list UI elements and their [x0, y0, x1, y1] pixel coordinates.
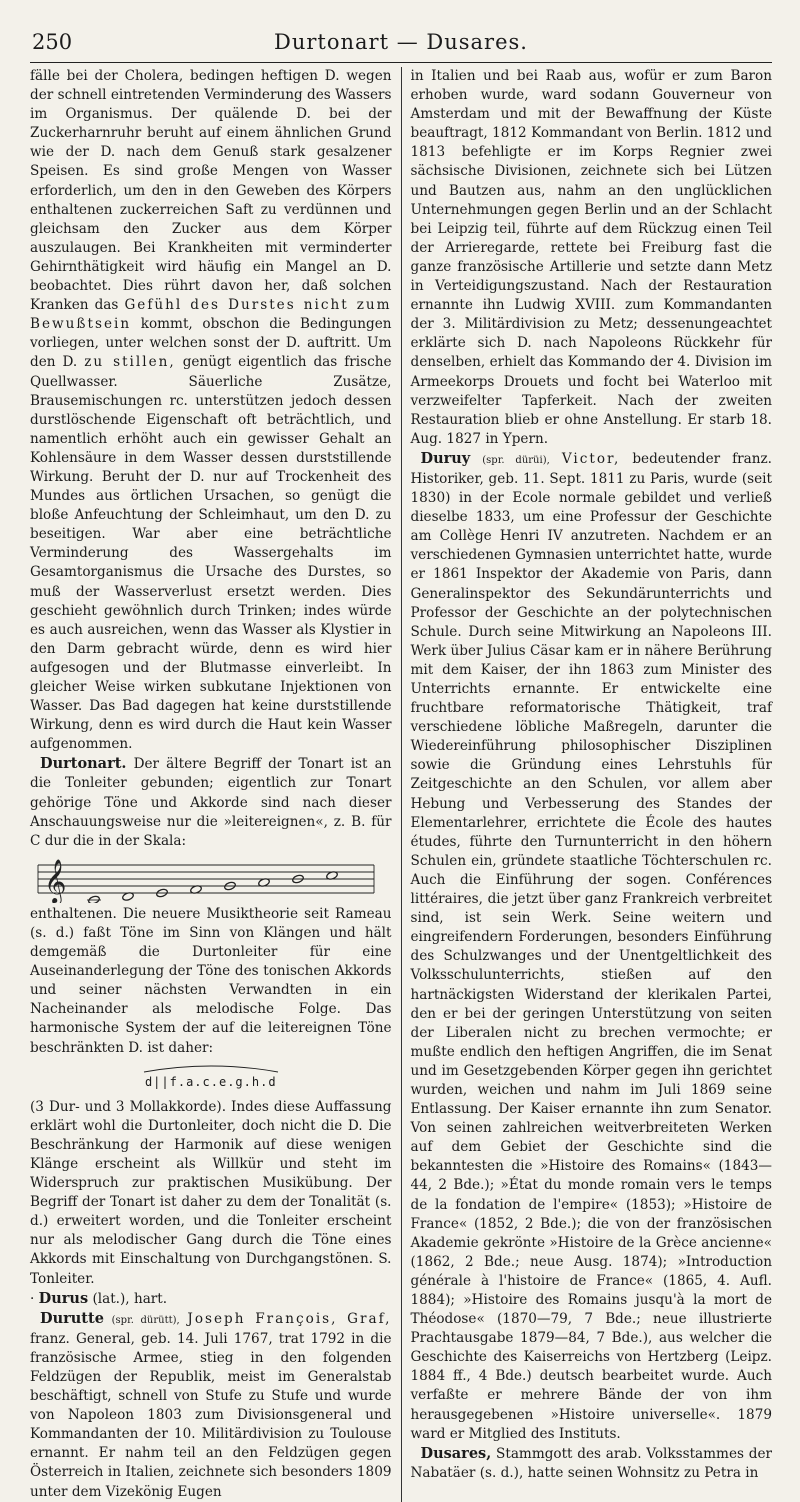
durutte-text: franz. General, geb. 14. Juli 1767, trat 1792 in die französische Armee, stieg in den folgenden Feldzügen der Republik, meist im Generalstab beschäftigt, schnell von Stufe zu Stufe und wurde von Napoleon 1803 zum Divisionsgeneral und Kommandanten der 10. Militärdivision zu Toulouse ernannt. Er nahm teil an den Feldzügen gegen Österreich in Italien, zeichnete sich besonders 1809 unter dem Vizekönig Eugen	[30, 1330, 392, 1500]
text-columns	[30, 67, 772, 1502]
entry-durutte	[30, 1309, 392, 1502]
entry-dusares	[411, 1444, 773, 1483]
duruy-pronunciation: (spr. dürüi),	[482, 454, 550, 466]
headword-durutte: Durutte	[40, 1309, 104, 1327]
durst-text-3: genügt eigentlich das frische Quellwasser. Säuerliche Zusätze, Brausemischungen rc. unterstützen jedoch dessen durstlöschende Eigenschaft oft beträchtlich, und namentlich erhöht auch ein gewisser Gehalt an Kohlensäure in dem Wasser dessen durststillende Wirkung. Beruht der D. nur auf Trockenheit des Mundes aus örtlichen Ursachen, so genügt die bloße Anfeuchtung der Schleimhaut, um den D. zu beseitigen. War aber eine beträchtliche Verminderung des Wassergehalts im Gesamtorganismus die Ursache des Durstes, so muß der Wasserverlust ersetzt werden. Dies geschieht gewöhnlich durch Trinken; indes würde es auch ausreichen, wenn das Wasser als Klystier in den Darm gebracht würde, denn es wird hier aufgesogen und der Blutmasse einverleibt. In gleicher Weise wirken subkutane Injektionen von Wasser. Das Bad dagegen hat keine durststillende Wirkung, denn es wird durch die Haut kein Wasser aufgenommen.	[30, 354, 392, 753]
entry-duruy	[411, 449, 773, 1444]
durutte-name: Joseph François, Graf,	[187, 1310, 392, 1327]
page-header	[30, 28, 772, 63]
durst-emphasis: Gefühl des Durstes nicht zum Bewußtsein	[30, 297, 392, 333]
headword-duruy: Duruy	[420, 449, 471, 467]
durtonart-text-1: Der ältere Begriff der Tonart ist an die Tonleiter gebunden; eigentlich zur Tonart gehörige Töne und Akkorde sind nach dieser Anschauungsweise nur die »leitereignen«, z. B. für C dur die in der Skala:	[30, 756, 392, 849]
durst-text-2: kommt, obschon die Bedingungen vorliegen, unter welchen sonst der D. auftritt. Um den D.	[30, 316, 392, 371]
headword-durtonart: Durtonart.	[40, 755, 127, 773]
c-major-scale-staff	[30, 855, 392, 903]
entry-durus: · Durus (lat.), hart.	[30, 1289, 168, 1307]
durtonart-text-2: enthaltenen. Die neuere Musiktheorie seit Rameau (s. d.) faßt Töne im Sinn von Klängen und hält demgemäß die Durtonleiter für eine Auseinanderlegung der Töne des tonischen Akkords und seiner nächsten Verwandten in ein Nacheinander als melodische Folge. Das harmonische System der auf die leitereignen Töne beschränkten D. ist daher:	[30, 905, 392, 1056]
entry-durtonart	[30, 754, 392, 850]
entry-durst-continuation	[30, 67, 392, 754]
duruy-name: Victor,	[561, 450, 621, 467]
headword-durus: Durus	[38, 1289, 89, 1307]
dusares-text: Stammgott des arab. Volksstammes der Nabatäer (s. d.), hatte seinen Wohnsitz zu Petra in	[410, 1445, 772, 1481]
page-number: 250	[32, 30, 73, 54]
harmonic-system-formula	[30, 1064, 392, 1092]
left-column	[30, 67, 402, 1502]
right-column	[402, 67, 773, 1502]
svg-text:𝄞: 𝄞	[44, 858, 67, 903]
running-title: Durtonart — Dusares.	[274, 30, 528, 54]
duruy-text: bedeutender franz. Historiker, geb. 11. Sept. 1811 zu Paris, wurde (seit 1830) in der Ecole normale gebildet und verließ dieselbe 1833, um eine Professur der Geschichte am Collège Henri IV anzutreten. Nachdem er an verschiedenen Gymnasien unterrichtet hatte, wurde er 1861 Inspektor der Akademie von Paris, dann Generalinspektor des Sekundärunterrichts und Professor der Geschichte an der polytechnischen Schule. Durch seine Mitwirkung an Napoleons III. Werk über Julius Cäsar kam er in nähere Berührung mit dem Kaiser, der ihn 1863 zum Minister des Unterrichts ernannte. Er entwickelte eine fruchtbare reformatorische Thätigkeit, traf verschiedene löbliche Maßregeln, darunter die Wiedereinführung philosophischer Disziplinen sowie die Gründung eines Lehrstuhls für Zeitgeschichte an den Schulen, vor allem aber Hebung und Verbesserung des Standes der Elementarlehrer, errichtete die École des hautes études, führte den Turnunterricht in den höhern Schulen ein, gründete staatliche Töchterschulen rc. Auch die Einführung der sogen. Conférences littéraires, die jetzt über ganz Frankreich verbreitet sind, ist sein Werk. Seine weitern und eingreifendern Forderungen, besonders Einführung des Schulzwanges und der Unentgeltlichkeit des Volksschulunterrichts, stießen auf den hartnäckigsten Widerstand der klerikalen Partei, den er bei der geringen Unterstützung von seiten der Liberalen nicht zu brechen vermochte; er mußte endlich den heftigen Angriffen, die im Senat und im Gesetzgebenden Körper gegen ihn gerichtet wurden, weichen und nahm im Juli 1869 seine Entlassung. Der Kaiser ernannte ihn zum Senator. Von seinen zahlreichen weitverbreiteten Werken auf dem Gebiet der Geschichte sind die bekanntesten die »Histoire des Romains« (1843—44, 2 Bde.); »État du monde romain vers le temps de la fondation de l'empire« (1853); »Histoire de France« (1852, 2 Bde.); die von der französischen Akademie gekrönte »Histoire de la Grèce ancienne« (1862, 2 Bde.; neue Ausg. 1874); »Introduction générale à l'histoire de France« (1865, 4. Aufl. 1884); »Histoire des Romains jusqu'à la mort de Théodose« (1870—79, 7 Bde.; neue illustrierte Prachtausgabe 1879—84, 7 Bde.), aus welcher die Geschichte des Kaiserreichs von Hertzberg (Leipz. 1884 ff., 4 Bde.) deutsch bearbeitet wurde. Auch verfaßte er mehrere Bände der von ihm herausgegebenen »Histoire universelle«. 1879 ward er Mitglied des Instituts.	[410, 450, 773, 1442]
scale-arc-figure	[136, 1064, 286, 1073]
scale-formula-text: d||f.a.c.e.g.h.d	[144, 1074, 277, 1089]
durst-text: fälle bei der Cholera, bedingen heftigen D. wegen der schnell eintretenden Verminderung des Wassers im Organismus. Der quälende D. bei der Zuckerharnruhr beruht auf einem ähnlichen Grund wie der D. nach dem Genuß stark gesalzener Speisen. Es sind große Mengen von Wasser erforderlich, um den in den Geweben des Körpers enthaltenen zuckerreichen Saft zu verdünnen und gleichsam den Zucker aus dem Körper auszulaugen. Bei Krankheiten mit verminderter Gehirnthätigkeit wird häufig ein Mangel an D. beobachtet. Dies rührt davon her, daß solchen Kranken das	[30, 68, 392, 314]
durutte-continuation: in Italien und bei Raab aus, wofür er zum Baron erhoben wurde, ward sodann Gouverneur von Amsterdam und mit der Bewaffnung der Küste beauftragt, 1812 Kommandant von Berlin. 1812 und 1813 befehligte er im Korps Regnier zwei sächsische Divisionen, zeichnete sich bei Lützen und Bautzen aus, nahm an den unglücklichen Unternehmungen gegen Berlin und an der Schlacht bei Leipzig teil, führte auf dem Rückzug einen Teil der Arrieregarde, rettete bei Freiburg fast die ganze französische Artillerie und setzte dann Metz in Verteidigungszustand. Nach der Restauration ernannte ihn Ludwig XVIII. zum Kommandanten der 3. Militärdivision zu Metz; dessenungeachtet erklärte sich D. nach Napoleons Rückkehr für denselben, erhielt das Kommando der 4. Division im Armeekorps Drouets und focht bei Waterloo mit verzweifelter Tapferkeit. Nach der zweiten Restauration blieb er ohne Anstellung. Er starb 18. Aug. 1827 in Ypern.	[410, 68, 772, 447]
durst-emphasis-2: zu stillen,	[84, 354, 176, 371]
durus-text: (lat.), hart.	[92, 1290, 168, 1307]
music-staff-figure	[36, 855, 376, 903]
durtonart-text-3: (3 Dur- und 3 Mollakkorde). Indes diese Auffassung erklärt wohl die Durtonleiter, doch nicht die D. Die Beschränkung der Harmonik auf diese wenigen Klänge erscheint als Willkür und steht im Widerspruch zur praktischen Musikübung. Der Begriff der Tonart ist daher zu dem der Tonalität (s. d.) erweitert worden, und die Tonleiter erscheint nur als melodischer Gang durch die Töne eines Akkords mit Einschaltung von Durchgangstönen. S. Tonleiter.	[30, 1098, 392, 1287]
headword-dusares: Dusares,	[420, 1444, 492, 1462]
durutte-pronunciation: (spr. dürütt),	[111, 1314, 180, 1326]
